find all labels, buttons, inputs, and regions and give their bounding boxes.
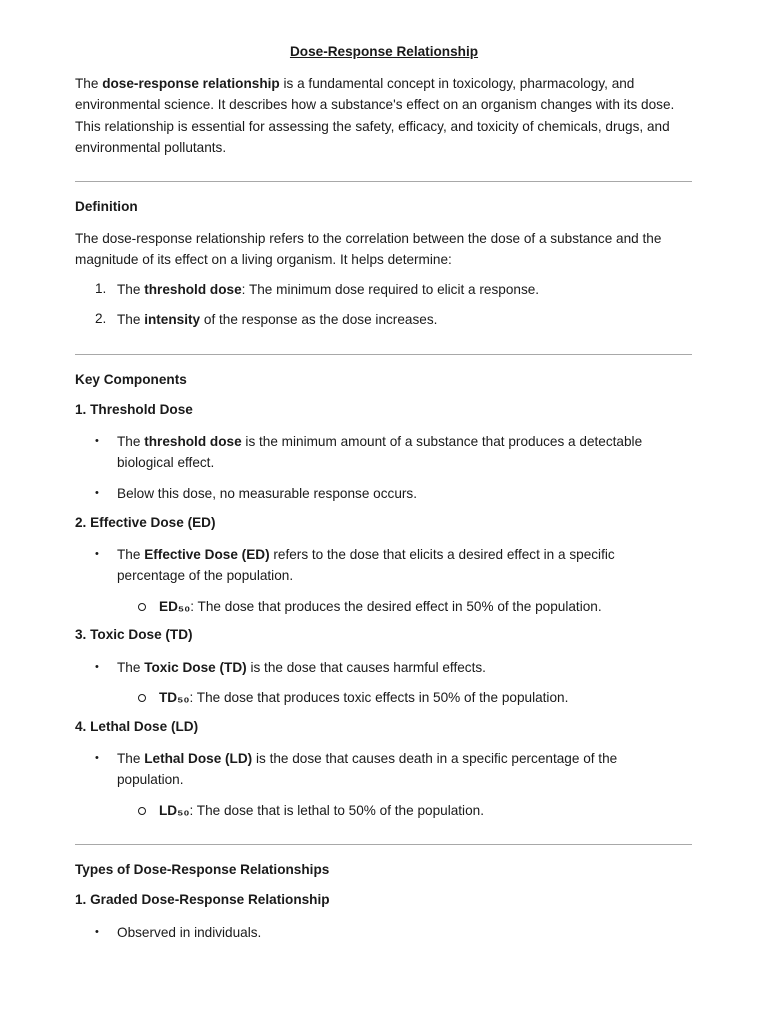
definition-item-intensity xyxy=(117,309,677,330)
intro-text-2: is a fundamental concept in toxicology, pharmacology, and environmental science. It describes how a substance's effect on an organism changes with its dose. This relationship is essential for assessing the safety, efficacy, and toxicity of chemicals, drugs, and environmental pollutants. xyxy=(75,76,675,155)
toxic-bullet-1 xyxy=(117,657,677,678)
bullet-icon: • xyxy=(95,435,99,447)
item-text: of the response as the dose increases. xyxy=(200,312,438,327)
toxic-dose-heading: 3. Toxic Dose (TD) xyxy=(75,627,193,642)
lethal-dose-heading: 4. Lethal Dose (LD) xyxy=(75,719,199,734)
graded-heading: 1. Graded Dose-Response Relationship xyxy=(75,892,330,907)
item-bold-term: intensity xyxy=(144,312,201,327)
td50-subitem xyxy=(159,687,679,708)
bullet-icon: • xyxy=(95,487,99,499)
circle-bullet-icon xyxy=(138,603,146,611)
item-text: : The minimum dose required to elicit a response. xyxy=(241,282,540,297)
item-bold-term: Effective Dose (ED) xyxy=(144,547,270,562)
intro-paragraph xyxy=(75,73,700,158)
intro-text-1: The xyxy=(75,76,103,91)
item-text: is the dose that causes death in a specific percentage of the population. xyxy=(117,751,618,788)
circle-bullet-icon xyxy=(138,807,146,815)
bullet-icon: • xyxy=(95,548,99,560)
effective-bullet-1 xyxy=(117,544,677,587)
item-text: is the minimum amount of a substance that produces a detectable biological effect. xyxy=(117,434,643,471)
item-bold-term: TD₅₀ xyxy=(159,690,190,705)
divider xyxy=(75,844,692,845)
item-bold-term: threshold dose xyxy=(144,434,242,449)
item-bold-term: ED₅₀ xyxy=(159,599,191,614)
item-text: The xyxy=(117,660,145,675)
lethal-bullet-1 xyxy=(117,748,677,791)
intro-bold-term: dose-response relationship xyxy=(102,76,280,91)
item-text: The xyxy=(117,434,145,449)
circle-bullet-icon xyxy=(138,694,146,702)
item-text: is the dose that causes harmful effects. xyxy=(246,660,486,675)
item-text: refers to the dose that elicits a desired effect in a specific percentage of the population. xyxy=(117,547,615,584)
bullet-icon: • xyxy=(95,926,99,938)
key-components-heading: Key Components xyxy=(75,372,187,387)
item-text: : The dose that produces toxic effects in 50% of the population. xyxy=(189,690,569,705)
bullet-icon: • xyxy=(95,752,99,764)
item-text: The xyxy=(117,312,145,327)
threshold-bullet-2: Below this dose, no measurable response occurs. xyxy=(117,486,417,501)
divider xyxy=(75,354,692,355)
definition-item-threshold xyxy=(117,279,677,300)
threshold-dose-heading: 1. Threshold Dose xyxy=(75,402,193,417)
ld50-subitem xyxy=(159,800,679,821)
effective-dose-heading: 2. Effective Dose (ED) xyxy=(75,515,216,530)
item-text: The xyxy=(117,547,145,562)
definition-paragraph: The dose-response relationship refers to the correlation between the dose of a substance and the magnitude of its effect on a living organism. It helps determine: xyxy=(75,231,662,268)
threshold-bullet-1 xyxy=(117,431,677,474)
graded-bullet-1: Observed in individuals. xyxy=(117,925,262,940)
item-bold-term: Lethal Dose (LD) xyxy=(144,751,253,766)
item-bold-term: LD₅₀ xyxy=(159,803,190,818)
item-text: : The dose that is lethal to 50% of the population. xyxy=(189,803,484,818)
page-title: Dose-Response Relationship xyxy=(289,44,479,59)
item-bold-term: Toxic Dose (TD) xyxy=(144,660,247,675)
item-text: The xyxy=(117,282,145,297)
item-bold-term: threshold dose xyxy=(144,282,242,297)
ed50-subitem xyxy=(159,596,679,617)
item-text: The xyxy=(117,751,145,766)
divider xyxy=(75,181,692,182)
list-number: 1. xyxy=(95,281,107,296)
bullet-icon: • xyxy=(95,661,99,673)
definition-heading: Definition xyxy=(75,199,138,214)
item-text: : The dose that produces the desired effect in 50% of the population. xyxy=(190,599,602,614)
types-heading: Types of Dose-Response Relationships xyxy=(75,862,330,877)
list-number: 2. xyxy=(95,311,107,326)
